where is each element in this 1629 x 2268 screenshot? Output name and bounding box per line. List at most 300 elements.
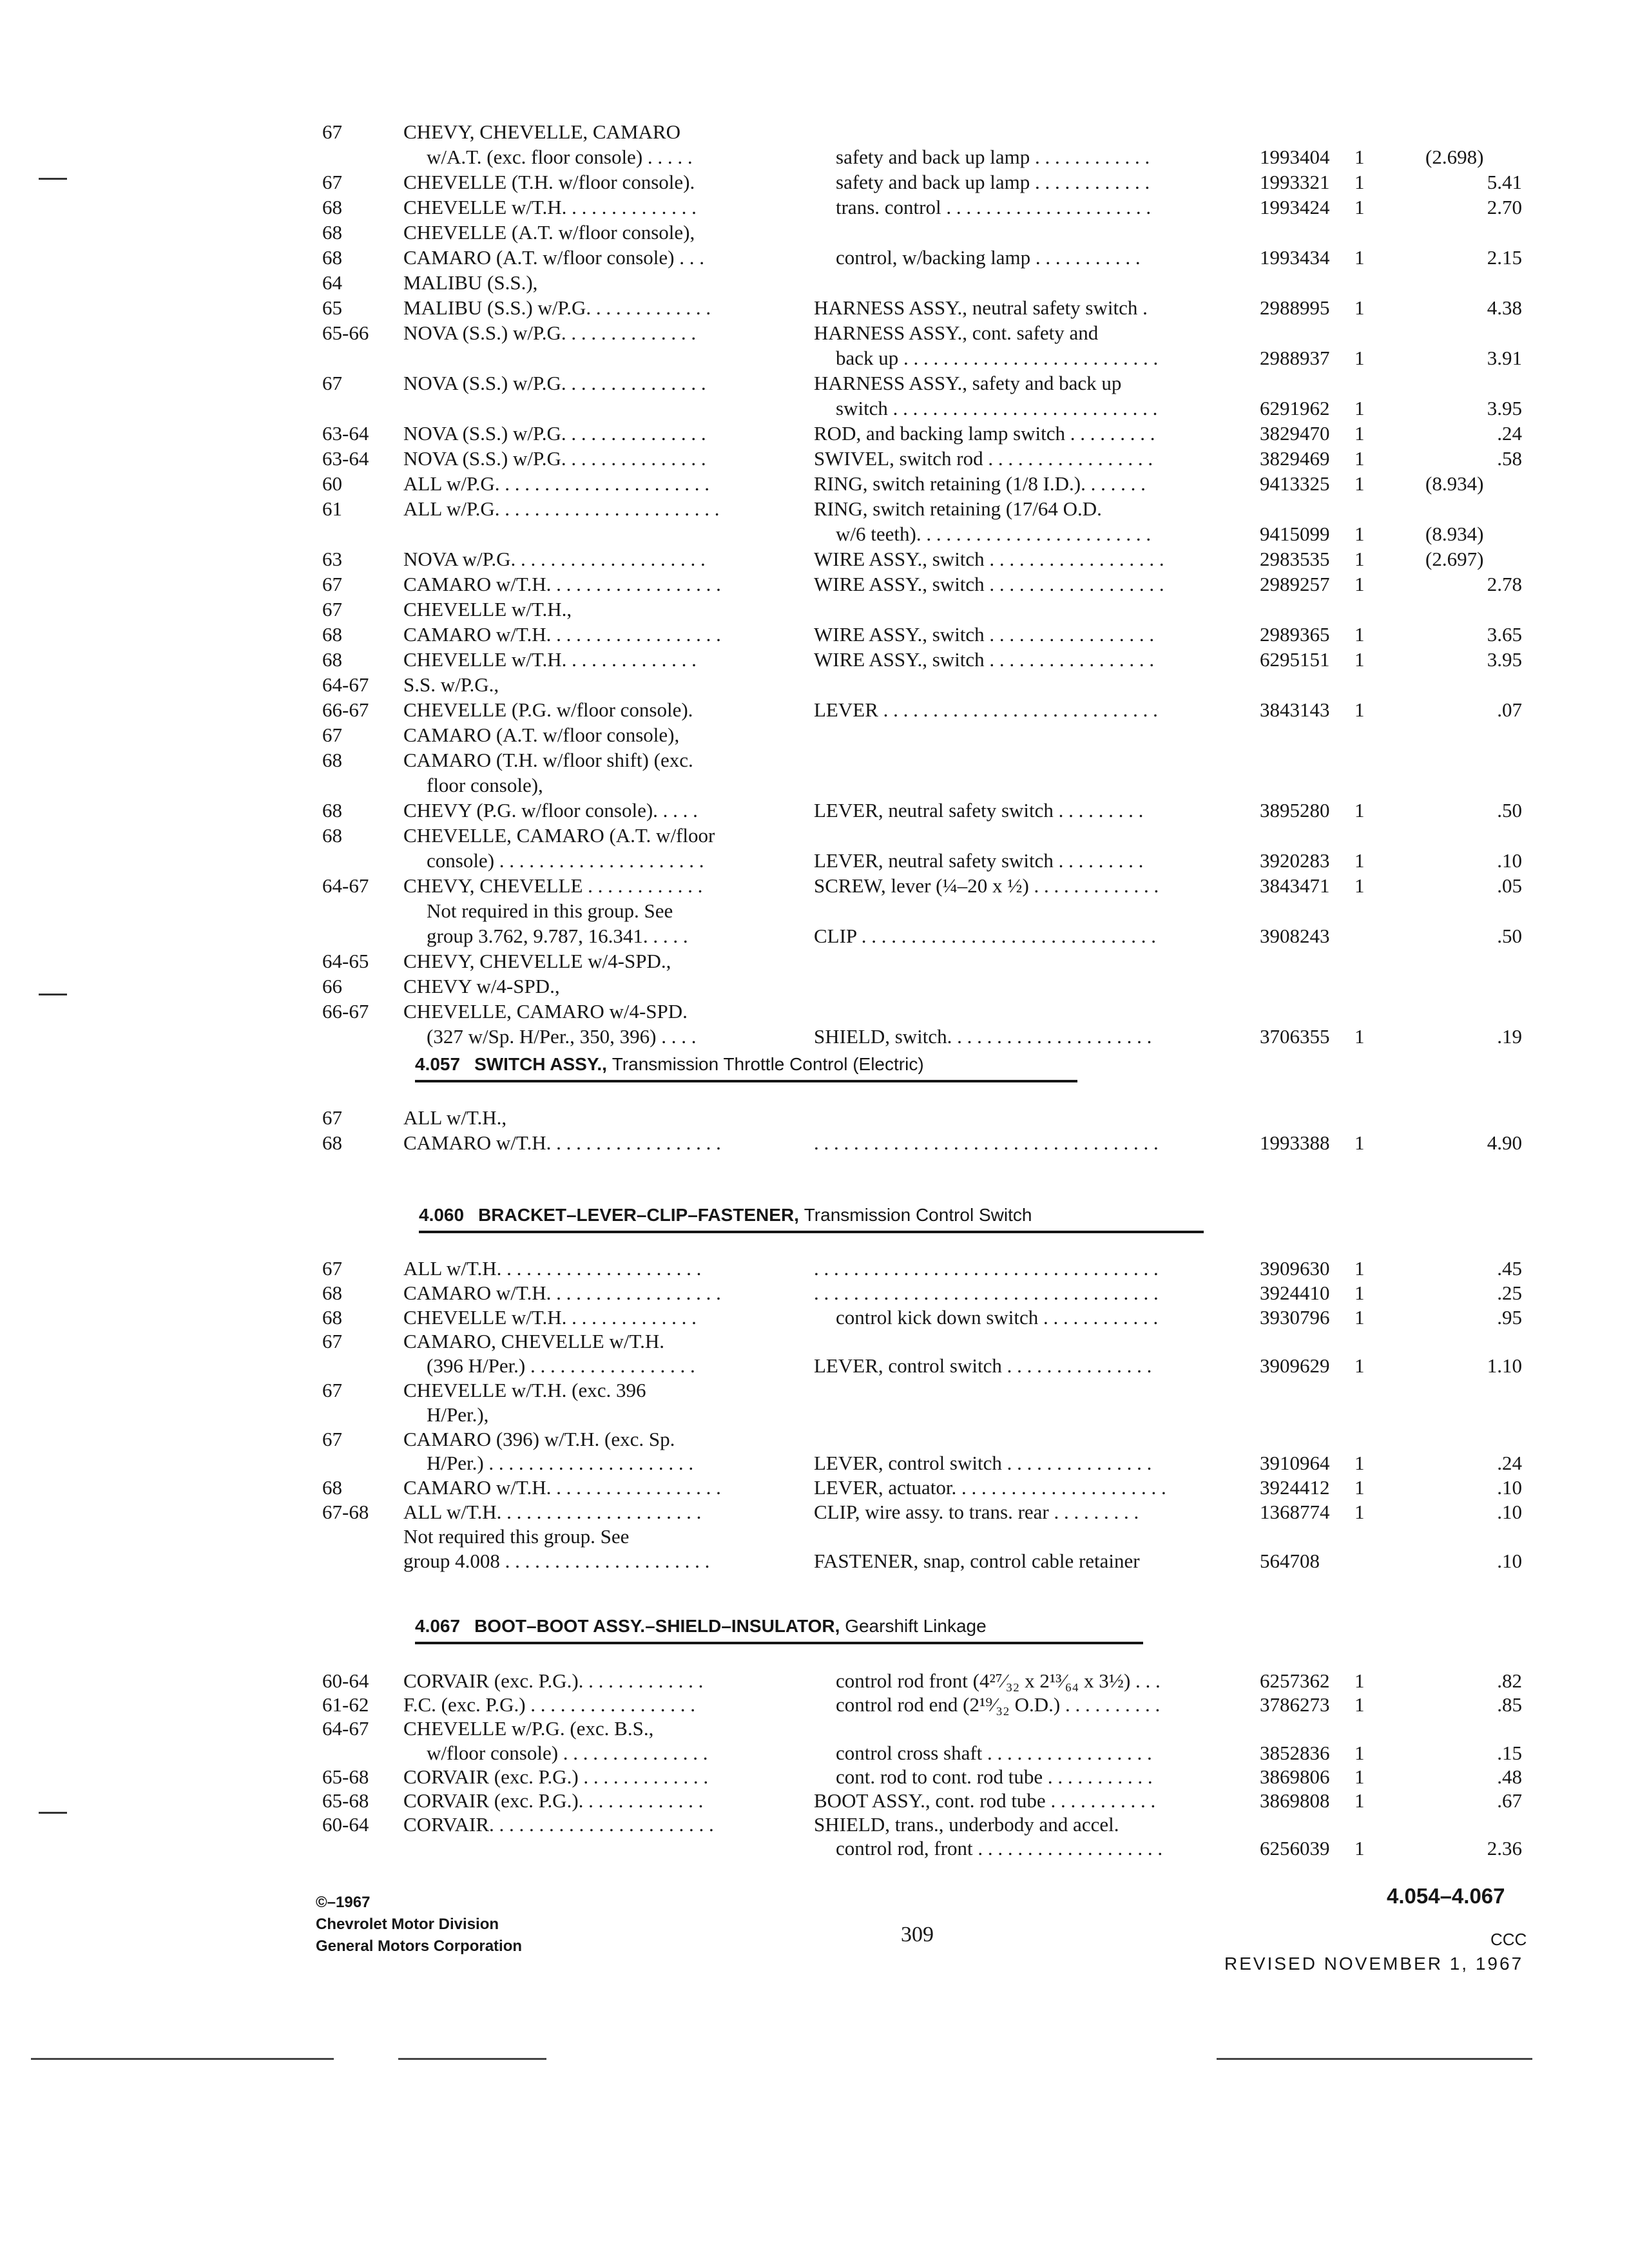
model-year: 67 (322, 598, 342, 620)
application: MALIBU (S.S.) w/P.G. . . . . . . . . . . . . (403, 296, 711, 319)
application: CAMARO w/T.H. . . . . . . . . . . . . . . . . . (403, 1281, 721, 1304)
application: CHEVELLE, CAMARO w/4-SPD. (403, 1000, 688, 1023)
parts-row (322, 1305, 1522, 1330)
quantity: 1 (1354, 1837, 1365, 1860)
price: 3.95 (1487, 397, 1522, 419)
model-year: 68 (322, 196, 342, 218)
part-description: BOOT ASSY., cont. rod tube . . . . . . . . . . . (814, 1789, 1156, 1812)
application: console) . . . . . . . . . . . . . . . . . . . . . (427, 849, 704, 872)
parts-row (322, 170, 1522, 195)
application: H/Per.), (427, 1403, 489, 1426)
application: ALL w/P.G. . . . . . . . . . . . . . . . . . . . . . . (403, 497, 720, 520)
application: CHEVY, CHEVELLE . . . . . . . . . . . . (403, 874, 703, 897)
part-description: SHIELD, trans., underbody and accel. (814, 1813, 1119, 1836)
parts-row (322, 195, 1522, 220)
part-description: cont. rod to cont. rod tube . . . . . . . . . . . (836, 1765, 1153, 1788)
model-year: 67 (322, 1257, 342, 1280)
page-number: 309 (901, 1923, 934, 1946)
part-number: 3924412 (1260, 1476, 1330, 1499)
part-description: control rod, front . . . . . . . . . . . . . . . . . . . (836, 1837, 1163, 1860)
application: CORVAIR (exc. P.G.). . . . . . . . . . . . . (403, 1669, 704, 1692)
part-number: 3909630 (1260, 1257, 1330, 1280)
quantity: 1 (1354, 849, 1365, 872)
quantity: 1 (1354, 1305, 1365, 1329)
revised-date: REVISED NOVEMBER 1, 1967 (1224, 1954, 1524, 1974)
part-description: SCREW, lever (¼–20 x ½) . . . . . . . . . . . . . (814, 874, 1159, 897)
parts-row (322, 1524, 1522, 1549)
section-title: BOOT–BOOT ASSY.–SHIELD–INSULATOR, (474, 1616, 840, 1636)
model-year: 61-62 (322, 1693, 369, 1716)
price: .05 (1497, 874, 1522, 897)
price: .07 (1497, 698, 1522, 721)
application: CAMARO w/T.H. . . . . . . . . . . . . . . . . . (403, 1131, 721, 1154)
price: 2.36 (1487, 1837, 1522, 1860)
price: 2.15 (1487, 246, 1522, 269)
parts-row (322, 346, 1522, 370)
section-heading-4-060 (419, 1202, 1204, 1233)
parts-row (322, 1789, 1522, 1813)
price: .15 (1497, 1741, 1522, 1764)
quantity: 1 (1354, 246, 1365, 269)
application: ALL w/T.H., (403, 1106, 507, 1129)
parts-row (322, 899, 1522, 923)
parts-row (322, 648, 1522, 672)
model-year: 66-67 (322, 1000, 369, 1023)
part-number: 2988995 (1260, 296, 1330, 319)
quantity: 1 (1354, 347, 1365, 369)
part-description: CLIP . . . . . . . . . . . . . . . . . . . . . . . . . . . . . . (814, 925, 1157, 947)
parts-row (322, 1716, 1522, 1741)
quantity: 1 (1354, 874, 1365, 897)
application: CAMARO (A.T. w/floor console), (403, 724, 680, 746)
application: group 4.008 . . . . . . . . . . . . . . . . . . . . . (403, 1549, 710, 1572)
parts-row (322, 1451, 1522, 1475)
quantity: 1 (1354, 1281, 1365, 1304)
part-description: w/6 teeth). . . . . . . . . . . . . . . . . . . . . . . . (836, 523, 1152, 545)
parts-row (322, 1403, 1522, 1427)
part-number: 9415099 (1260, 523, 1330, 545)
price: .10 (1497, 1476, 1522, 1499)
application: Not required this group. See (403, 1524, 630, 1548)
part-number: 1993434 (1260, 246, 1330, 269)
model-year: 67 (322, 573, 342, 595)
price: .48 (1497, 1765, 1522, 1788)
section-number: 4.057 (415, 1054, 461, 1074)
quantity: 1 (1354, 1765, 1365, 1788)
part-description: control rod end (2¹⁹⁄₃₂ O.D.) . . . . . . . . . . (836, 1693, 1161, 1716)
model-year: 64-67 (322, 673, 369, 696)
parts-row (322, 1741, 1522, 1765)
parts-row (322, 999, 1522, 1024)
model-year: 68 (322, 1476, 342, 1499)
parts-row (322, 723, 1522, 747)
quantity: 1 (1354, 422, 1365, 445)
application: CAMARO (T.H. w/floor shift) (exc. (403, 749, 693, 771)
parts-row (322, 522, 1522, 546)
parts-row (322, 924, 1522, 948)
part-number: 3706355 (1260, 1025, 1330, 1048)
application: CAMARO w/T.H. . . . . . . . . . . . . . . . . . (403, 623, 721, 646)
part-number: 6291962 (1260, 397, 1330, 419)
parts-row (322, 371, 1522, 396)
price: .10 (1497, 849, 1522, 872)
quantity: 1 (1354, 1025, 1365, 1048)
application: CAMARO, CHEVELLE w/T.H. (403, 1330, 664, 1353)
part-number: 9413325 (1260, 472, 1330, 495)
part-description: LEVER, neutral safety switch . . . . . . . . . (814, 849, 1144, 872)
price: .67 (1497, 1789, 1522, 1812)
part-description: RING, switch retaining (17/64 O.D. (814, 497, 1102, 520)
application: NOVA (S.S.) w/P.G. . . . . . . . . . . . . . . (403, 447, 706, 470)
parts-row (322, 1256, 1522, 1281)
model-year: 68 (322, 623, 342, 646)
model-year: 63 (322, 548, 342, 570)
model-year: 67 (322, 372, 342, 394)
application: NOVA (S.S.) w/P.G. . . . . . . . . . . . . . (403, 322, 697, 344)
price: .19 (1497, 1025, 1522, 1048)
part-description: . . . . . . . . . . . . . . . . . . . . . . . . . . . . . . . . . . . (814, 1131, 1159, 1154)
part-description: CLIP, wire assy. to trans. rear . . . . . . . . . (814, 1501, 1139, 1523)
parts-row (322, 1131, 1522, 1155)
parts-row (322, 974, 1522, 999)
part-description: ROD, and backing lamp switch . . . . . . . . . (814, 422, 1155, 445)
parts-row (322, 1427, 1522, 1452)
part-description: HARNESS ASSY., safety and back up (814, 372, 1122, 394)
part-number: 3920283 (1260, 849, 1330, 872)
group-range: 4.054–4.067 (1387, 1884, 1505, 1908)
parts-row (322, 447, 1522, 471)
model-year: 60-64 (322, 1669, 369, 1692)
part-number: 3910964 (1260, 1452, 1330, 1475)
corporation-name: General Motors Corporation (316, 1937, 523, 1955)
parts-row (322, 1765, 1522, 1789)
model-year: 68 (322, 221, 342, 244)
quantity: 1 (1354, 146, 1365, 168)
binder-mark (39, 178, 67, 180)
part-description: WIRE ASSY., switch . . . . . . . . . . . . . . . . . (814, 623, 1155, 646)
model-year: 68 (322, 824, 342, 847)
part-number: 3908243 (1260, 925, 1330, 947)
application: CORVAIR (exc. P.G.) . . . . . . . . . . . . . (403, 1765, 709, 1788)
model-year: 68 (322, 1281, 342, 1304)
application: group 3.762, 9.787, 16.341. . . . . (427, 925, 688, 947)
application: H/Per.) . . . . . . . . . . . . . . . . . . . . . (427, 1452, 694, 1475)
parts-row (322, 145, 1522, 169)
quantity: 1 (1354, 196, 1365, 218)
application: CHEVY (P.G. w/floor console). . . . . (403, 799, 698, 822)
model-year: 64 (322, 271, 342, 294)
application: w/A.T. (exc. floor console) . . . . . (427, 146, 693, 168)
footer-copyright-block (316, 1892, 522, 1957)
quantity: 1 (1354, 1693, 1365, 1716)
code-mark: CCC (1490, 1930, 1527, 1949)
model-year: 67 (322, 1330, 342, 1353)
parts-row (322, 597, 1522, 622)
quantity: 1 (1354, 623, 1365, 646)
quantity: 1 (1354, 548, 1365, 570)
application: (396 H/Per.) . . . . . . . . . . . . . . . . . (427, 1354, 695, 1378)
part-description: WIRE ASSY., switch . . . . . . . . . . . . . . . . . . (814, 573, 1164, 595)
price: .85 (1497, 1693, 1522, 1716)
quantity: 1 (1354, 1741, 1365, 1764)
price: .58 (1497, 447, 1522, 470)
model-year: 63-64 (322, 447, 369, 470)
application: NOVA (S.S.) w/P.G. . . . . . . . . . . . . . . (403, 422, 706, 445)
part-number: 6295151 (1260, 648, 1330, 671)
part-number: 2989257 (1260, 573, 1330, 595)
part-number: 3786273 (1260, 1693, 1330, 1716)
application: NOVA (S.S.) w/P.G. . . . . . . . . . . . . . . (403, 372, 706, 394)
application: CHEVELLE, CAMARO (A.T. w/floor (403, 824, 715, 847)
model-year: 61 (322, 497, 342, 520)
price: (8.934) (1425, 472, 1484, 495)
quantity: 1 (1354, 171, 1365, 193)
section-number: 4.067 (415, 1616, 461, 1636)
part-description: FASTENER, snap, control cable retainer (814, 1549, 1140, 1572)
part-number: 3909629 (1260, 1354, 1330, 1378)
application: floor console), (427, 774, 543, 796)
part-description: SHIELD, switch. . . . . . . . . . . . . . . . . . . . . (814, 1025, 1152, 1048)
application: CHEVELLE (T.H. w/floor console). (403, 171, 695, 193)
parts-row (322, 1693, 1522, 1717)
parts-row (322, 1024, 1522, 1049)
price: 3.91 (1487, 347, 1522, 369)
part-number: 3829469 (1260, 447, 1330, 470)
price: .50 (1497, 799, 1522, 822)
parts-row (322, 421, 1522, 446)
price: .25 (1497, 1281, 1522, 1304)
price: 2.78 (1487, 573, 1522, 595)
application: w/floor console) . . . . . . . . . . . . . . . (427, 1741, 708, 1764)
quantity: 1 (1354, 1501, 1365, 1523)
part-description: . . . . . . . . . . . . . . . . . . . . . . . . . . . . . . . . . . . (814, 1257, 1159, 1280)
section-title: BRACKET–LEVER–CLIP–FASTENER, (478, 1205, 799, 1225)
part-description: safety and back up lamp . . . . . . . . . . . . (836, 146, 1150, 168)
parts-row (322, 949, 1522, 974)
quantity: 1 (1354, 447, 1365, 470)
price: .95 (1497, 1305, 1522, 1329)
parts-row (322, 698, 1522, 722)
model-year: 67 (322, 1379, 342, 1401)
copyright: ©–1967 (316, 1894, 371, 1911)
quantity: 1 (1354, 573, 1365, 595)
application: CHEVY, CHEVELLE w/4-SPD., (403, 950, 671, 972)
quantity: 1 (1354, 698, 1365, 721)
model-year: 65 (322, 296, 342, 319)
price: 5.41 (1487, 171, 1522, 193)
application: CAMARO w/T.H. . . . . . . . . . . . . . . . . . (403, 1476, 721, 1499)
price: (2.697) (1425, 548, 1484, 570)
parts-row (322, 1549, 1522, 1573)
model-year: 67 (322, 171, 342, 193)
price: (8.934) (1425, 523, 1484, 545)
binder-mark (39, 994, 67, 995)
page-edge-line (31, 2058, 334, 2060)
parts-row (322, 547, 1522, 572)
price: 4.90 (1487, 1131, 1522, 1154)
quantity: 1 (1354, 296, 1365, 319)
price: 3.65 (1487, 623, 1522, 646)
model-year: 67-68 (322, 1501, 369, 1523)
parts-row (322, 1475, 1522, 1500)
application: ALL w/T.H. . . . . . . . . . . . . . . . . . . . . (403, 1257, 702, 1280)
application: F.C. (exc. P.G.) . . . . . . . . . . . . . . . . . (403, 1693, 696, 1716)
model-year: 68 (322, 1305, 342, 1329)
quantity: 1 (1354, 799, 1365, 822)
parts-row (322, 1106, 1522, 1130)
section-heading-4-067 (415, 1613, 1143, 1644)
application: MALIBU (S.S.), (403, 271, 538, 294)
application: CHEVELLE w/T.H. . . . . . . . . . . . . . (403, 1305, 697, 1329)
division-name: Chevrolet Motor Division (316, 1916, 499, 1933)
quantity: 1 (1354, 648, 1365, 671)
parts-row (322, 673, 1522, 697)
price: .10 (1497, 1501, 1522, 1523)
model-year: 64-67 (322, 1717, 369, 1740)
part-description: WIRE ASSY., switch . . . . . . . . . . . . . . . . . (814, 648, 1155, 671)
page-edge-line (398, 2058, 546, 2060)
part-number: 2989365 (1260, 623, 1330, 646)
application: CHEVELLE w/T.H. (exc. 396 (403, 1379, 646, 1401)
model-year: 65-68 (322, 1789, 369, 1812)
model-year: 64-67 (322, 874, 369, 897)
application: CORVAIR (exc. P.G.). . . . . . . . . . . . . (403, 1789, 704, 1812)
binder-mark (39, 1812, 67, 1814)
part-description: trans. control . . . . . . . . . . . . . . . . . . . . . (836, 196, 1152, 218)
part-description: SWIVEL, switch rod . . . . . . . . . . . . . . . . . (814, 447, 1153, 470)
part-number: 2983535 (1260, 548, 1330, 570)
application: CHEVELLE w/T.H. . . . . . . . . . . . . . (403, 648, 697, 671)
application: NOVA w/P.G. . . . . . . . . . . . . . . . . . . . (403, 548, 706, 570)
application: CHEVELLE w/T.H., (403, 598, 572, 620)
parts-row (322, 321, 1522, 345)
part-number: 3869806 (1260, 1765, 1330, 1788)
parts-row (322, 296, 1522, 320)
quantity: 1 (1354, 1476, 1365, 1499)
part-description: back up . . . . . . . . . . . . . . . . . . . . . . . . . . (836, 347, 1159, 369)
quantity: 1 (1354, 472, 1365, 495)
parts-row (322, 823, 1522, 848)
price: .24 (1497, 422, 1522, 445)
part-number: 3924410 (1260, 1281, 1330, 1304)
model-year: 68 (322, 246, 342, 269)
application: CHEVELLE (A.T. w/floor console), (403, 221, 695, 244)
section-subtitle: Transmission Control Switch (804, 1205, 1032, 1225)
application: ALL w/P.G. . . . . . . . . . . . . . . . . . . . . . (403, 472, 710, 495)
part-description: LEVER, control switch . . . . . . . . . . . . . . . (814, 1452, 1152, 1475)
price: .45 (1497, 1257, 1522, 1280)
quantity: 1 (1354, 1669, 1365, 1692)
parts-row (322, 120, 1522, 144)
application: CORVAIR. . . . . . . . . . . . . . . . . . . . . . . (403, 1813, 714, 1836)
part-number: 3843143 (1260, 698, 1330, 721)
application: (327 w/Sp. H/Per., 350, 396) . . . . (427, 1025, 697, 1048)
part-number: 564708 (1260, 1549, 1320, 1572)
application: CHEVY, CHEVELLE, CAMARO (403, 120, 680, 143)
application: CHEVELLE w/T.H. . . . . . . . . . . . . . (403, 196, 697, 218)
quantity: 1 (1354, 397, 1365, 419)
part-number: 3895280 (1260, 799, 1330, 822)
part-number: 2988937 (1260, 347, 1330, 369)
part-number: 1368774 (1260, 1501, 1330, 1523)
parts-row (322, 497, 1522, 521)
part-description: HARNESS ASSY., neutral safety switch . (814, 296, 1148, 319)
part-description: LEVER, actuator. . . . . . . . . . . . . . . . . . . . . . (814, 1476, 1166, 1499)
parts-row (322, 773, 1522, 798)
model-year: 68 (322, 1131, 342, 1154)
part-number: 1993388 (1260, 1131, 1330, 1154)
price: .50 (1497, 925, 1522, 947)
part-description: LEVER, neutral safety switch . . . . . . . . . (814, 799, 1144, 822)
parts-row (322, 1354, 1522, 1378)
part-number: 3829470 (1260, 422, 1330, 445)
part-number: 6257362 (1260, 1669, 1330, 1692)
application: CAMARO w/T.H. . . . . . . . . . . . . . . . . . (403, 573, 721, 595)
parts-row (322, 798, 1522, 823)
parts-row (322, 220, 1522, 245)
part-number: 1993404 (1260, 146, 1330, 168)
parts-row (322, 245, 1522, 270)
application: Not required in this group. See (427, 899, 673, 922)
model-year: 66-67 (322, 698, 369, 721)
model-year: 67 (322, 724, 342, 746)
application: CHEVY w/4-SPD., (403, 975, 560, 997)
application: CAMARO (396) w/T.H. (exc. Sp. (403, 1427, 675, 1450)
part-description: control, w/backing lamp . . . . . . . . . . . (836, 246, 1141, 269)
part-description: control cross shaft . . . . . . . . . . . . . . . . . (836, 1741, 1152, 1764)
quantity: 1 (1354, 1257, 1365, 1280)
section-subtitle: Transmission Throttle Control (Electric) (612, 1054, 924, 1074)
parts-row (322, 849, 1522, 873)
parts-row (322, 1836, 1522, 1861)
part-description: LEVER . . . . . . . . . . . . . . . . . . . . . . . . . . . . (814, 698, 1158, 721)
parts-row (322, 1669, 1522, 1693)
application: CHEVELLE (P.G. w/floor console). (403, 698, 693, 721)
parts-row (322, 472, 1522, 496)
application: S.S. w/P.G., (403, 673, 499, 696)
quantity: 1 (1354, 1452, 1365, 1475)
model-year: 67 (322, 120, 342, 143)
parts-row (322, 1281, 1522, 1305)
part-description: switch . . . . . . . . . . . . . . . . . . . . . . . . . . . (836, 397, 1158, 419)
price: .10 (1497, 1549, 1522, 1572)
model-year: 60 (322, 472, 342, 495)
part-description: RING, switch retaining (1/8 I.D.). . . . . . . (814, 472, 1146, 495)
parts-row (322, 572, 1522, 597)
model-year: 63-64 (322, 422, 369, 445)
part-number: 3930796 (1260, 1305, 1330, 1329)
price: 4.38 (1487, 296, 1522, 319)
model-year: 68 (322, 648, 342, 671)
part-number: 1993424 (1260, 196, 1330, 218)
section-subtitle: Gearshift Linkage (845, 1616, 987, 1636)
parts-row (322, 1500, 1522, 1524)
model-year: 65-68 (322, 1765, 369, 1788)
price: .24 (1497, 1452, 1522, 1475)
part-description: WIRE ASSY., switch . . . . . . . . . . . . . . . . . . (814, 548, 1164, 570)
parts-row (322, 1329, 1522, 1354)
part-description: . . . . . . . . . . . . . . . . . . . . . . . . . . . . . . . . . . . (814, 1281, 1159, 1304)
section-number: 4.060 (419, 1205, 465, 1225)
quantity: 1 (1354, 1131, 1365, 1154)
quantity: 1 (1354, 523, 1365, 545)
quantity: 1 (1354, 1789, 1365, 1812)
price: 3.95 (1487, 648, 1522, 671)
part-description: LEVER, control switch . . . . . . . . . . . . . . . (814, 1354, 1152, 1378)
parts-row (322, 748, 1522, 773)
price: 2.70 (1487, 196, 1522, 218)
part-description: control rod front (4²⁷⁄₃₂ x 2¹³⁄₆₄ x 3½) . . . (836, 1669, 1161, 1692)
